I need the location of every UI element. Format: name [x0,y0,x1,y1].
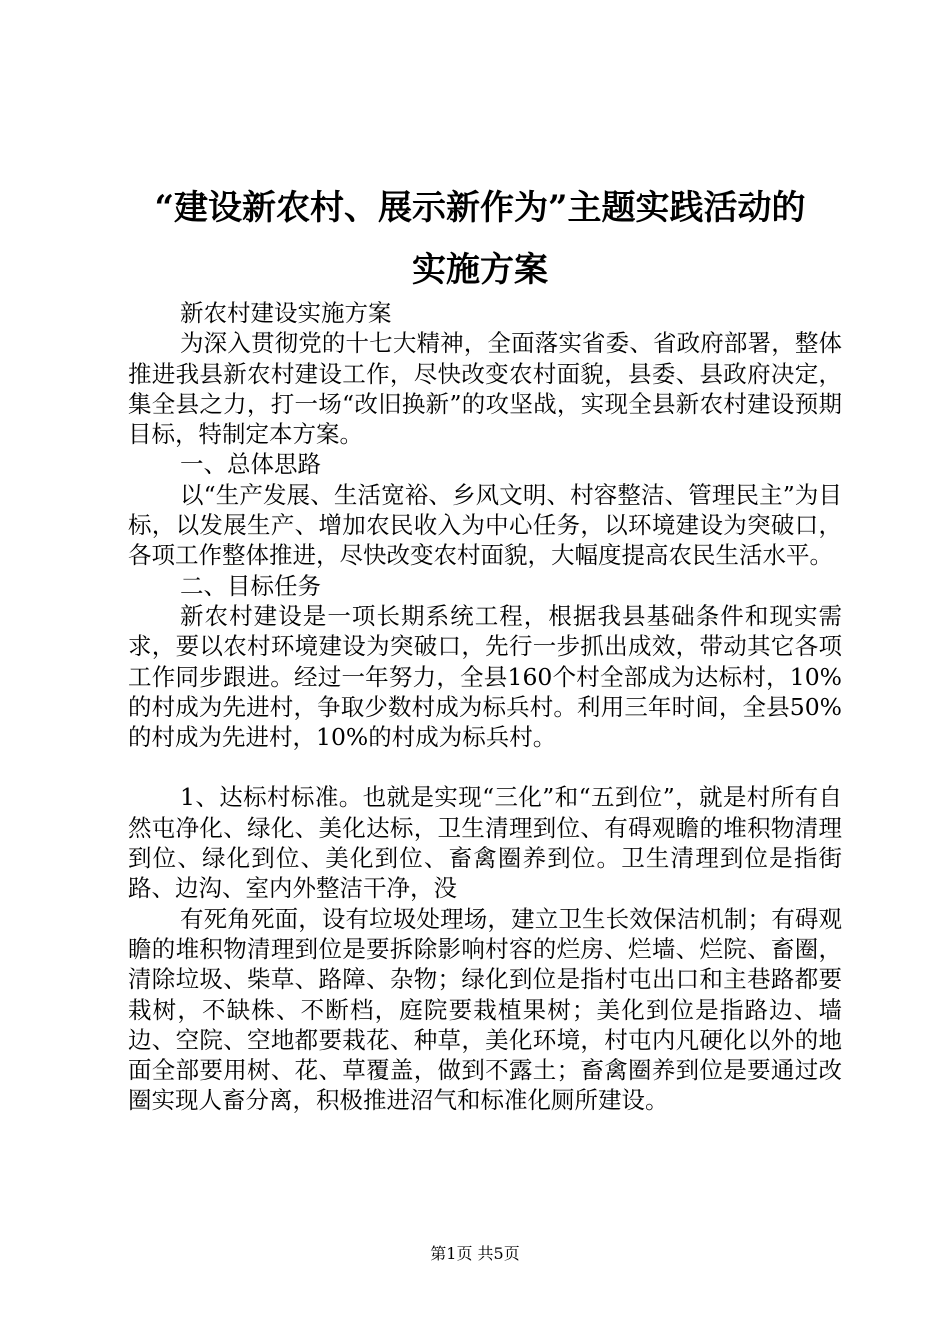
paragraph-subtitle: 新农村建设实施方案 [180,299,392,327]
document-title-line-1: “建设新农村、展示新作为”主题实践活动的 [154,188,806,228]
paragraph-gap [128,752,842,782]
page-footer: 第1页 共5页 [430,1244,520,1263]
document-title-line-2: 实施方案 [412,250,548,290]
paragraph-overall: 以“生产发展、生活宽裕、乡风文明、村容整洁、管理民主”为目标，以发展生产、增加农民收入为中心任务，以环境建设为突破口，各项工作整体推进，尽快改变农村面貌，大幅度提高农民生活水平。 [128,480,842,570]
document-body [128,298,842,1116]
paragraph-standard-continued: 有死角死面，设有垃圾处理场，建立卫生长效保洁机制；有碍观瞻的堆积物清理到位是要拆除影响村容的烂房、烂墙、烂院、畜圈，清除垃圾、柴草、路障、杂物；绿化到位是指村屯出口和主巷路都要栽树，不缺株、不断档，庭院要栽植果树；美化到位是指路边、墙边、空院、空地都要栽花、种草，美化环境，村屯内凡硬化以外的地面全部要用树、花、草覆盖，做到不露土；畜禽圈养到位是要通过改圈实现人畜分离，积极推进沼气和标准化厕所建设。 [128,904,842,1115]
paragraph-standard: 1、达标村标准。也就是实现“三化”和“五到位”，就是村所有自然屯净化、绿化、美化达标，卫生清理到位、有碍观瞻的堆积物清理到位、绿化到位、美化到位、畜禽圈养到位。卫生清理到位是指街路、边沟、室内外整洁干净，没 [128,783,842,903]
section-heading-overall: 一、总体思路 [180,450,321,479]
paragraph-goals: 新农村建设是一项长期系统工程，根据我县基础条件和现实需求，要以农村环境建设为突破口，先行一步抓出成效，带动其它各项工作同步跟进。经过一年努力，全县160个村全部成为达标村，10%的村成为先进村，争取少数村成为标兵村。利用三年时间，全县50%的村成为先进村，10%的村成为标兵村。 [128,601,842,752]
section-heading-goals: 二、目标任务 [180,571,321,600]
paragraph-intro: 为深入贯彻党的十七大精神，全面落实省委、省政府部署，整体推进我县新农村建设工作，尽快改变农村面貌，县委、县政府决定，集全县之力，打一场“改旧换新”的攻坚战，实现全县新农村建设预期目标，特制定本方案。 [128,329,842,449]
